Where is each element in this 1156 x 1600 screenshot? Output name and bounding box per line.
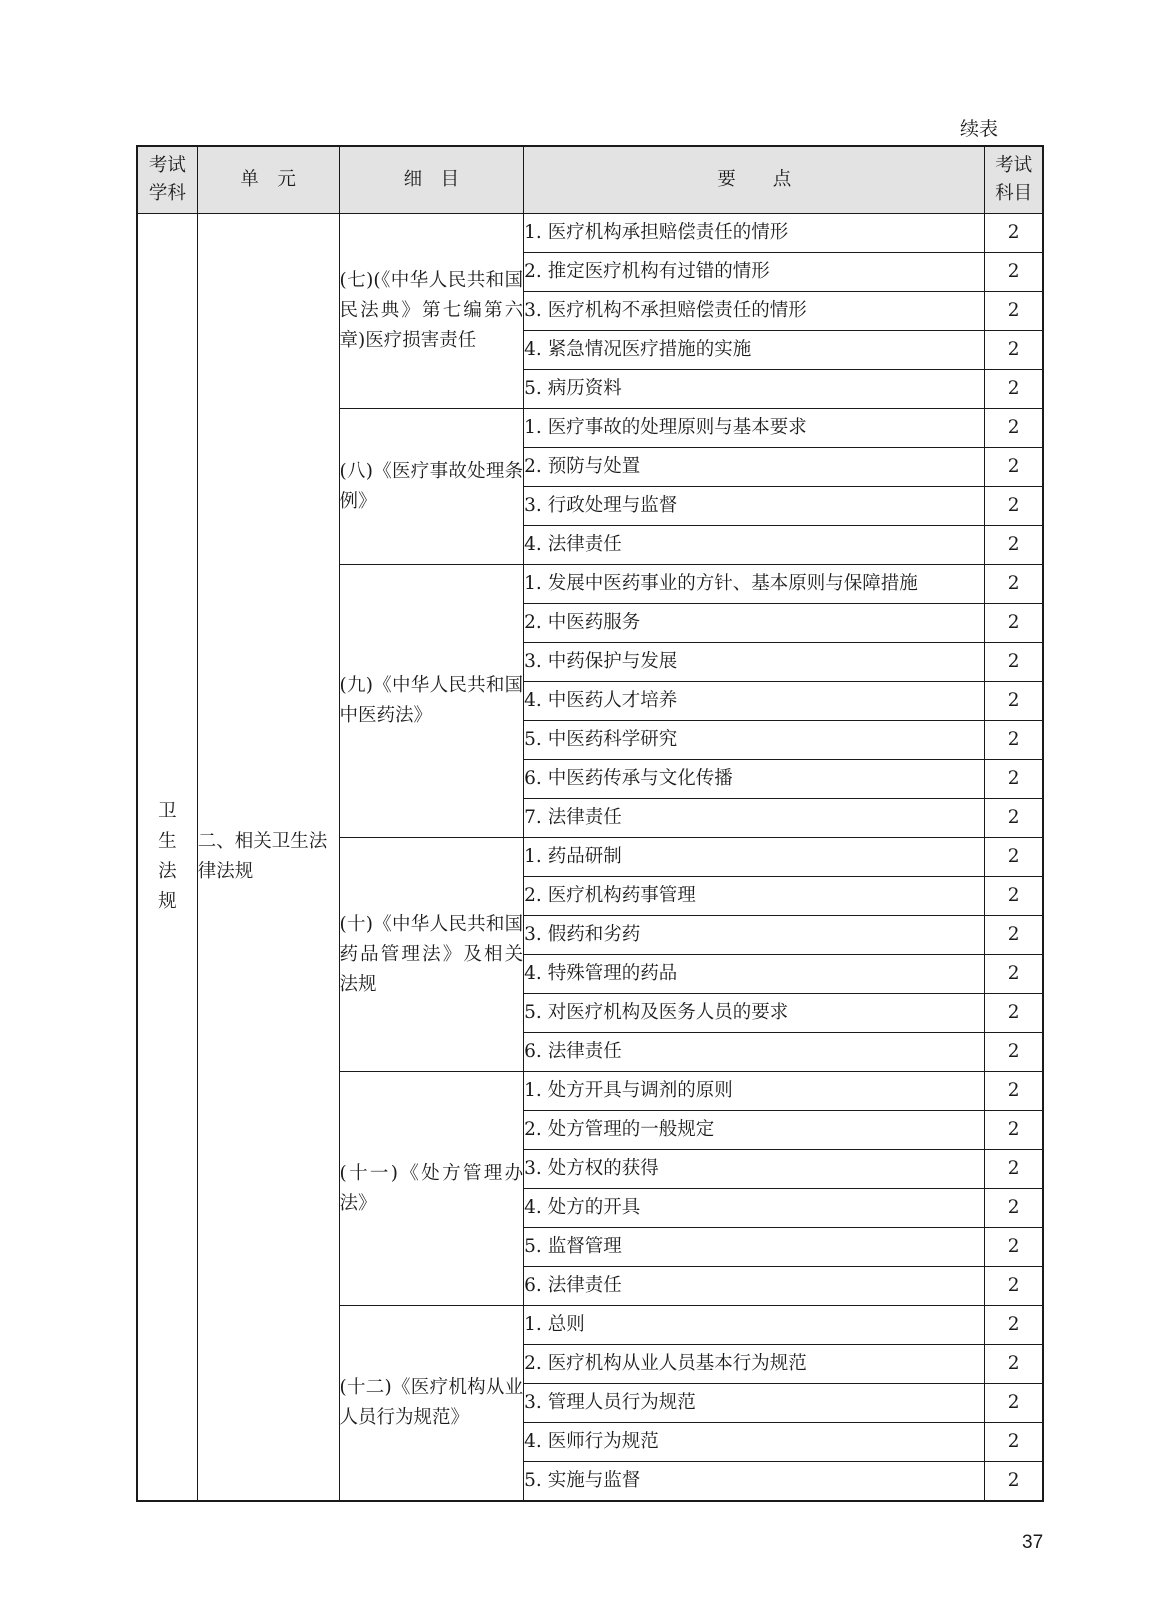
point-cell: 1. 发展中医药事业的方针、基本原则与保障措施	[524, 565, 985, 604]
point-cell: 6. 法律责任	[524, 1033, 985, 1072]
point-cell: 6. 法律责任	[524, 1267, 985, 1306]
point-cell: 2. 处方管理的一般规定	[524, 1111, 985, 1150]
exam-subject-cell: 2	[985, 565, 1043, 604]
exam-subject-cell: 2	[985, 1345, 1043, 1384]
point-cell: 5. 对医疗机构及医务人员的要求	[524, 994, 985, 1033]
header-detail: 细 目	[339, 146, 524, 214]
exam-subject-cell: 2	[985, 604, 1043, 643]
point-cell: 1. 药品研制	[524, 838, 985, 877]
point-cell: 4. 医师行为规范	[524, 1423, 985, 1462]
exam-subject-cell: 2	[985, 1111, 1043, 1150]
exam-subject-cell: 2	[985, 253, 1043, 292]
point-cell: 2. 中医药服务	[524, 604, 985, 643]
exam-subject-cell: 2	[985, 1189, 1043, 1228]
exam-subject-cell: 2	[985, 994, 1043, 1033]
point-cell: 2. 医疗机构从业人员基本行为规范	[524, 1345, 985, 1384]
continued-label: 续表	[960, 118, 999, 140]
point-cell: 1. 医疗事故的处理原则与基本要求	[524, 409, 985, 448]
exam-subject-cell: 2	[985, 955, 1043, 994]
exam-subject-cell: 2	[985, 1306, 1043, 1345]
subject-cell	[137, 214, 197, 1502]
exam-subject-cell: 2	[985, 1384, 1043, 1423]
point-cell: 3. 管理人员行为规范	[524, 1384, 985, 1423]
point-cell: 2. 推定医疗机构有过错的情形	[524, 253, 985, 292]
exam-subject-cell: 2	[985, 1423, 1043, 1462]
exam-subject-cell: 2	[985, 721, 1043, 760]
exam-subject-cell: 2	[985, 1228, 1043, 1267]
exam-subject-cell: 2	[985, 916, 1043, 955]
detail-cell: (十二)《医疗机构从业人员行为规范》	[339, 1306, 524, 1502]
point-cell: 3. 中药保护与发展	[524, 643, 985, 682]
exam-subject-cell: 2	[985, 292, 1043, 331]
header-exam-subject: 考试科目	[985, 146, 1043, 214]
page-number: 37	[1022, 1532, 1044, 1553]
point-cell: 5. 病历资料	[524, 370, 985, 409]
point-cell: 3. 医疗机构不承担赔偿责任的情形	[524, 292, 985, 331]
exam-subject-cell: 2	[985, 1462, 1043, 1502]
exam-subject-cell: 2	[985, 526, 1043, 565]
point-cell: 1. 总则	[524, 1306, 985, 1345]
exam-subject-cell: 2	[985, 799, 1043, 838]
exam-subject-cell: 2	[985, 214, 1043, 253]
exam-subject-cell: 2	[985, 370, 1043, 409]
point-cell: 6. 中医药传承与文化传播	[524, 760, 985, 799]
exam-subject-cell: 2	[985, 643, 1043, 682]
header-row	[137, 146, 1043, 214]
syllabus-table	[136, 145, 1044, 1502]
point-cell: 4. 紧急情况医疗措施的实施	[524, 331, 985, 370]
point-cell: 3. 处方权的获得	[524, 1150, 985, 1189]
exam-subject-cell: 2	[985, 1033, 1043, 1072]
exam-subject-cell: 2	[985, 682, 1043, 721]
point-cell: 4. 法律责任	[524, 526, 985, 565]
detail-cell: (十一)《处方管理办法》	[339, 1072, 524, 1306]
point-cell: 1. 医疗机构承担赔偿责任的情形	[524, 214, 985, 253]
exam-subject-cell: 2	[985, 487, 1043, 526]
exam-subject-cell: 2	[985, 409, 1043, 448]
subject-label: 卫生法规	[158, 801, 177, 912]
point-cell: 3. 行政处理与监督	[524, 487, 985, 526]
exam-subject-cell: 2	[985, 877, 1043, 916]
exam-subject-cell: 2	[985, 1072, 1043, 1111]
point-cell: 1. 处方开具与调剂的原则	[524, 1072, 985, 1111]
exam-subject-cell: 2	[985, 760, 1043, 799]
point-cell: 2. 医疗机构药事管理	[524, 877, 985, 916]
detail-cell: (十)《中华人民共和国药品管理法》及相关法规	[339, 838, 524, 1072]
exam-subject-cell: 2	[985, 448, 1043, 487]
point-cell: 4. 特殊管理的药品	[524, 955, 985, 994]
point-cell: 4. 中医药人才培养	[524, 682, 985, 721]
detail-cell: (八)《医疗事故处理条例》	[339, 409, 524, 565]
exam-subject-cell: 2	[985, 838, 1043, 877]
table-body	[137, 214, 1043, 1502]
unit-cell: 二、相关卫生法律法规	[197, 214, 339, 1502]
point-cell: 5. 实施与监督	[524, 1462, 985, 1502]
header-subject: 考试学科	[137, 146, 197, 214]
detail-cell: (九)《中华人民共和国中医药法》	[339, 565, 524, 838]
header-points: 要 点	[524, 146, 985, 214]
header-unit: 单 元	[197, 146, 339, 214]
point-cell: 7. 法律责任	[524, 799, 985, 838]
point-cell: 3. 假药和劣药	[524, 916, 985, 955]
point-cell: 5. 监督管理	[524, 1228, 985, 1267]
point-cell: 2. 预防与处置	[524, 448, 985, 487]
exam-subject-cell: 2	[985, 1267, 1043, 1306]
exam-subject-cell: 2	[985, 1150, 1043, 1189]
exam-subject-cell: 2	[985, 331, 1043, 370]
point-cell: 5. 中医药科学研究	[524, 721, 985, 760]
point-cell: 4. 处方的开具	[524, 1189, 985, 1228]
detail-cell: (七)(《中华人民共和国民法典》第七编第六章)医疗损害责任	[339, 214, 524, 409]
table-row	[137, 214, 1043, 253]
